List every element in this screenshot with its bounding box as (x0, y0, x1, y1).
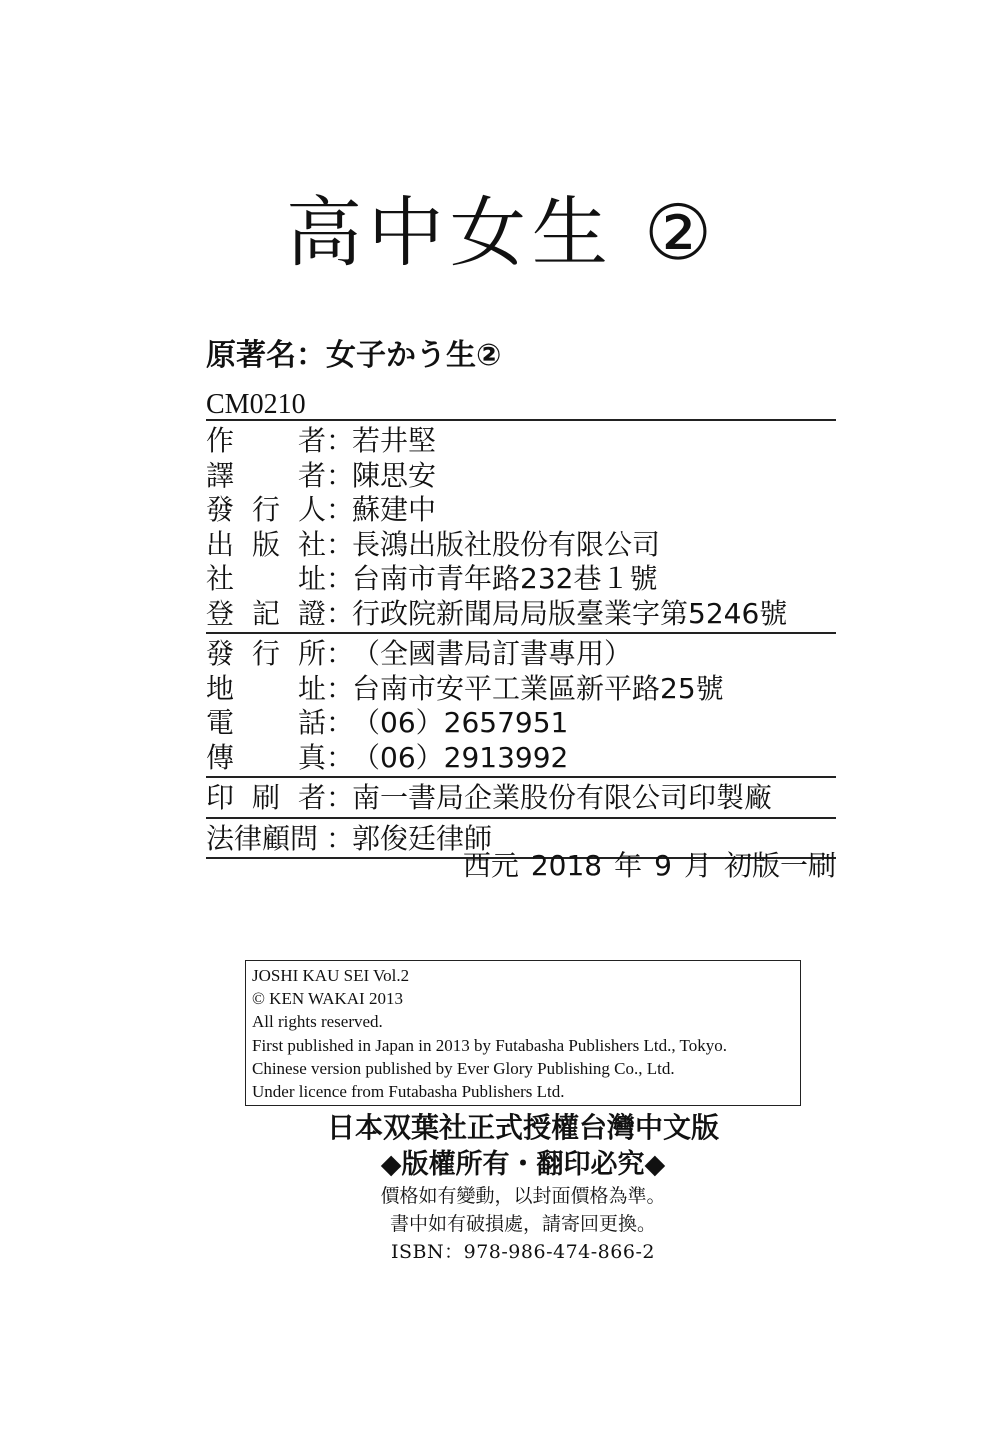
info-separator: ： (326, 527, 355, 561)
info-separator: ： (326, 671, 355, 705)
info-group (206, 632, 836, 776)
info-value: （全國書局訂書專用） (352, 637, 633, 670)
original-title: 原著名：女子かう生② (206, 338, 502, 373)
edition-year-unit: 年 (614, 849, 643, 882)
info-label-char: 者 (297, 458, 326, 492)
edition-era: 西元 (462, 849, 519, 882)
info-separator: ： (326, 637, 355, 670)
info-value: 台南市安平工業區新平路25號 (352, 671, 724, 705)
edition-line (451, 846, 836, 886)
info-row (206, 781, 836, 816)
info-label-char: 印 (206, 781, 235, 814)
license-line: All rights reserved. (252, 1012, 383, 1032)
info-value: 郭俊廷律師 (352, 821, 493, 855)
info-label-char: 證 (297, 596, 326, 630)
info-row (206, 528, 836, 563)
info-label-char: 社 (206, 562, 235, 595)
info-value: 蘇建中 (352, 493, 437, 526)
info-label (206, 781, 326, 816)
info-value: 若井堅 (352, 424, 437, 457)
info-label-char: 地 (206, 671, 235, 705)
info-label (206, 672, 326, 707)
price-note: 價格如有變動，以封面價格為準。 (380, 1185, 666, 1207)
license-line: Chinese version published by Ever Glory Publishing Co., Ltd. (252, 1058, 675, 1078)
publication-info (206, 419, 836, 859)
info-label (206, 493, 326, 528)
info-label-char: 社 (297, 527, 326, 561)
info-label-char: 者 (297, 424, 326, 457)
info-value: 台南市青年路232巷１號 (352, 562, 658, 595)
info-label-char: 址 (297, 671, 326, 705)
info-row (206, 459, 836, 494)
info-label (206, 459, 326, 494)
rights-statement: ◆版權所有・翻印必究◆ (380, 1149, 666, 1180)
info-label-char: 話 (297, 706, 326, 739)
info-separator: ： (326, 458, 355, 492)
info-label (206, 822, 326, 857)
license-line: First published in Japan in 2013 by Futabasha Publishers Ltd., Tokyo. (252, 1035, 727, 1055)
info-label-char: 真 (297, 740, 326, 774)
isbn: ISBN：978-986-474-866-2 (391, 1241, 655, 1263)
license-box (245, 960, 801, 1106)
edition-year: 2018 (530, 849, 603, 882)
info-row (206, 493, 836, 528)
license-line: © KEN WAKAI 2013 (252, 989, 403, 1009)
info-label-char: 者 (297, 781, 326, 814)
info-value: 南一書局企業股份有限公司印製廠 (352, 781, 773, 814)
info-separator: ： (326, 493, 355, 526)
info-label-char: 版 (251, 527, 280, 561)
info-row (206, 637, 836, 672)
info-label-char: 作 (206, 424, 235, 457)
info-label-char: 刷 (251, 781, 280, 814)
edition-month-unit: 月 (683, 849, 712, 882)
info-value: 陳思安 (352, 458, 437, 492)
info-group (206, 776, 836, 817)
book-title: 高中女生 ② (285, 188, 719, 277)
info-label (206, 637, 326, 672)
info-separator: ： (326, 821, 355, 855)
info-separator: ： (326, 424, 355, 457)
info-label-char: 傳 (206, 740, 235, 774)
license-line: JOSHI KAU SEI Vol.2 (252, 966, 410, 985)
info-label-char: 法律顧問 (206, 821, 319, 855)
info-label-char: 記 (251, 596, 280, 630)
info-label-char: 電 (206, 706, 235, 739)
info-label (206, 424, 326, 459)
info-label (206, 597, 326, 632)
info-label (206, 562, 326, 597)
info-separator: ： (326, 596, 355, 630)
info-label (206, 528, 326, 563)
info-label-char: 址 (297, 562, 326, 595)
info-separator: ： (326, 740, 355, 774)
info-label-char: 譯 (206, 458, 235, 492)
info-value: （06）2657951 (352, 706, 569, 739)
info-value: （06）2913992 (352, 740, 569, 774)
damage-note: 書中如有破損處，請寄回更換。 (389, 1213, 656, 1235)
info-row (206, 741, 836, 776)
notes (0, 1182, 1004, 1266)
info-group (206, 419, 836, 632)
info-label-char: 人 (297, 493, 326, 526)
info-separator: ： (326, 706, 355, 739)
info-value: 行政院新聞局局版臺業字第5246號 (352, 596, 788, 630)
info-label (206, 706, 326, 741)
edition-month: 9 (654, 849, 672, 882)
catalog-code: CM0210 (206, 389, 306, 420)
info-label-char: 發 (206, 637, 235, 670)
info-row (206, 672, 836, 707)
info-separator: ： (326, 781, 355, 814)
info-row (206, 597, 836, 632)
info-label-char: 登 (206, 596, 235, 630)
info-label (206, 741, 326, 776)
info-label-char: 出 (206, 527, 235, 561)
info-row (206, 424, 836, 459)
authorization-statement: 日本双葉社正式授權台灣中文版 (326, 1111, 719, 1144)
license-line: Under licence from Futabasha Publishers Ltd. (252, 1082, 565, 1102)
info-value: 長鴻出版社股份有限公司 (352, 527, 661, 561)
info-label-char: 所 (297, 637, 326, 670)
info-row (206, 706, 836, 741)
edition-print: 初版一刷 (723, 849, 836, 882)
info-label-char: 發 (206, 493, 235, 526)
info-label-char: 行 (251, 637, 280, 670)
info-row (206, 562, 836, 597)
info-label-char: 行 (251, 493, 280, 526)
info-separator: ： (326, 562, 355, 595)
